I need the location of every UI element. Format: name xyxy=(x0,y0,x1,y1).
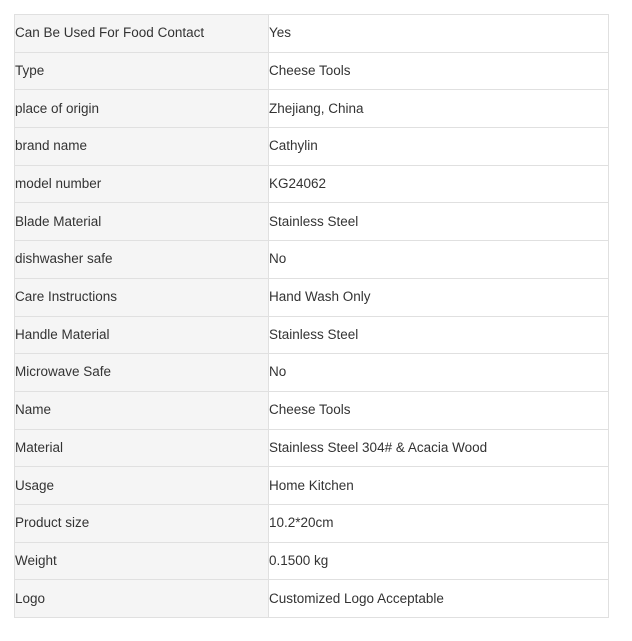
spec-row xyxy=(15,391,609,429)
spec-row xyxy=(15,504,609,542)
spec-value-cell: Cheese Tools xyxy=(269,391,609,429)
spec-row xyxy=(15,128,609,166)
spec-value-cell: Stainless Steel xyxy=(269,316,609,354)
spec-value-cell: Yes xyxy=(269,15,609,53)
spec-row xyxy=(15,467,609,505)
spec-row xyxy=(15,52,609,90)
spec-label-cell: brand name xyxy=(15,128,269,166)
spec-label-cell: Logo xyxy=(15,580,269,618)
spec-label-cell: Microwave Safe xyxy=(15,354,269,392)
spec-label-cell: dishwasher safe xyxy=(15,241,269,279)
spec-value-cell: KG24062 xyxy=(269,165,609,203)
spec-label-cell: Name xyxy=(15,391,269,429)
spec-label-cell: Handle Material xyxy=(15,316,269,354)
spec-label-cell: model number xyxy=(15,165,269,203)
spec-label-cell: Usage xyxy=(15,467,269,505)
spec-row xyxy=(15,542,609,580)
spec-label-cell: Can Be Used For Food Contact xyxy=(15,15,269,53)
spec-label-cell: Type xyxy=(15,52,269,90)
spec-value-cell: Cheese Tools xyxy=(269,52,609,90)
spec-row xyxy=(15,354,609,392)
spec-label-cell: place of origin xyxy=(15,90,269,128)
spec-row xyxy=(15,580,609,618)
spec-row xyxy=(15,15,609,53)
spec-row xyxy=(15,90,609,128)
spec-value-cell: Cathylin xyxy=(269,128,609,166)
spec-value-cell: Zhejiang, China xyxy=(269,90,609,128)
spec-row xyxy=(15,165,609,203)
spec-value-cell: Customized Logo Acceptable xyxy=(269,580,609,618)
spec-value-cell: Stainless Steel 304# & Acacia Wood xyxy=(269,429,609,467)
spec-value-cell: No xyxy=(269,241,609,279)
spec-value-cell: 10.2*20cm xyxy=(269,504,609,542)
spec-table-body xyxy=(15,15,609,618)
product-specifications-section xyxy=(14,14,608,618)
spec-value-cell: Home Kitchen xyxy=(269,467,609,505)
spec-row xyxy=(15,278,609,316)
spec-value-cell: 0.1500 kg xyxy=(269,542,609,580)
spec-row xyxy=(15,203,609,241)
spec-value-cell: Hand Wash Only xyxy=(269,278,609,316)
spec-label-cell: Weight xyxy=(15,542,269,580)
spec-label-cell: Material xyxy=(15,429,269,467)
product-spec-table xyxy=(14,14,609,618)
spec-label-cell: Care Instructions xyxy=(15,278,269,316)
spec-row xyxy=(15,241,609,279)
spec-label-cell: Blade Material xyxy=(15,203,269,241)
spec-row xyxy=(15,316,609,354)
spec-value-cell: No xyxy=(269,354,609,392)
spec-label-cell: Product size xyxy=(15,504,269,542)
spec-row xyxy=(15,429,609,467)
spec-value-cell: Stainless Steel xyxy=(269,203,609,241)
